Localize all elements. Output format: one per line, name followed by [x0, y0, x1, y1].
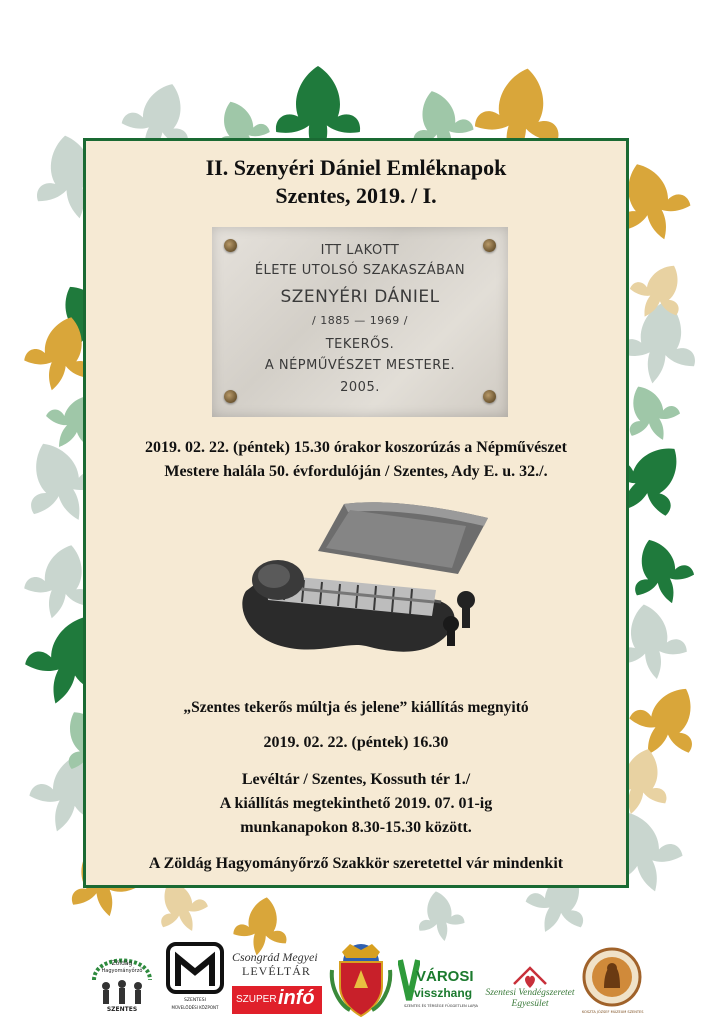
- visszhang-text: visszhang: [414, 986, 473, 1000]
- muvelodesi-logo-line1: SZENTESI: [184, 998, 206, 1003]
- plaque-line-6: A NÉPMŰVÉSZET MESTERE.: [264, 358, 456, 373]
- exhibition-title: „Szentes tekerős múltja és jelene” kiállítás megnyitó: [183, 699, 529, 716]
- plaque-line-1: ITT LAKOTT: [320, 243, 400, 258]
- hurdy-gurdy-image: [226, 496, 496, 661]
- muvelodesi-kozpont-logo: [164, 940, 226, 1018]
- szuperinfo-logo: [232, 986, 322, 1014]
- event1-line-2: Mestere halála 50. évfordulóján / Szentes, Ady E. u. 32./.: [164, 463, 548, 480]
- poster-panel: [83, 138, 629, 888]
- varosi-text: VÁROSI: [416, 968, 474, 985]
- plaque-line-5: TEKERŐS.: [325, 337, 395, 352]
- varosi-subtitle: SZENTES ÉS TÉRSÉGE FÜGGETLEN LAPJA: [404, 1004, 479, 1008]
- leveltar-logo: [232, 940, 324, 1018]
- zoldag-logo-top: Zöldág: [111, 960, 133, 967]
- zoldag-logo-mid: Hagyományőrző: [101, 968, 143, 974]
- vendegszeretet-line1: Szentesi Vendégszeretet: [485, 988, 575, 998]
- zoldag-logo-text: SZENTES: [106, 1006, 138, 1013]
- sponsor-logos: [0, 940, 715, 1024]
- title-line-2: Szentes, 2019. / I.: [275, 183, 437, 208]
- memorial-plaque: [212, 227, 508, 417]
- exhibition-hours: munkanapokon 8.30-15.30 között.: [240, 819, 472, 836]
- plaque-name: SZENYÉRI DÁNIEL: [280, 287, 440, 307]
- koszta-muzeum-logo: [582, 940, 642, 1018]
- invitation-text: A Zöldág Hagyományőrző Szakkör szeretettel vár mindenkit: [148, 855, 564, 872]
- event1-line-1: 2019. 02. 22. (péntek) 15.30 órakor koszorúzás a Népművészet: [145, 439, 567, 456]
- leveltar-line2: LEVÉLTÁR: [242, 964, 311, 978]
- muvelodesi-logo-line2: MŰVELŐDÉSI KÖZPONT: [171, 1005, 219, 1010]
- varosi-visszhang-logo: [398, 940, 478, 1018]
- title-line-1: II. Szenyéri Dániel Emléknapok: [205, 155, 507, 180]
- exhibition-place: Levéltár / Szentes, Kossuth tér 1./: [241, 771, 471, 788]
- vendegszeretet-logo: [484, 940, 576, 1018]
- szuperinfo-a: SZUPER: [236, 994, 277, 1005]
- zoldag-logo: [86, 940, 158, 1018]
- plaque-year: 2005.: [340, 380, 380, 395]
- leveltar-line1: Csongrád Megyei: [232, 950, 318, 964]
- exhibition-open-until: A kiállítás megtekinthető 2019. 07. 01-ig: [219, 795, 493, 812]
- szuperinfo-b: infó: [278, 987, 315, 1009]
- exhibition-datetime: 2019. 02. 22. (péntek) 16.30: [263, 734, 449, 751]
- plaque-line-2: ÉLETE UTOLSÓ SZAKASZÁBAN: [254, 263, 466, 278]
- koszta-logo-text: KOSZTA JÓZSEF MÚZEUM SZENTES: [582, 1010, 644, 1014]
- vendegszeretet-line2: Egyesület: [511, 999, 549, 1009]
- plaque-dates: / 1885 — 1969 /: [312, 314, 408, 327]
- szentes-coat-of-arms-icon: [328, 940, 394, 1018]
